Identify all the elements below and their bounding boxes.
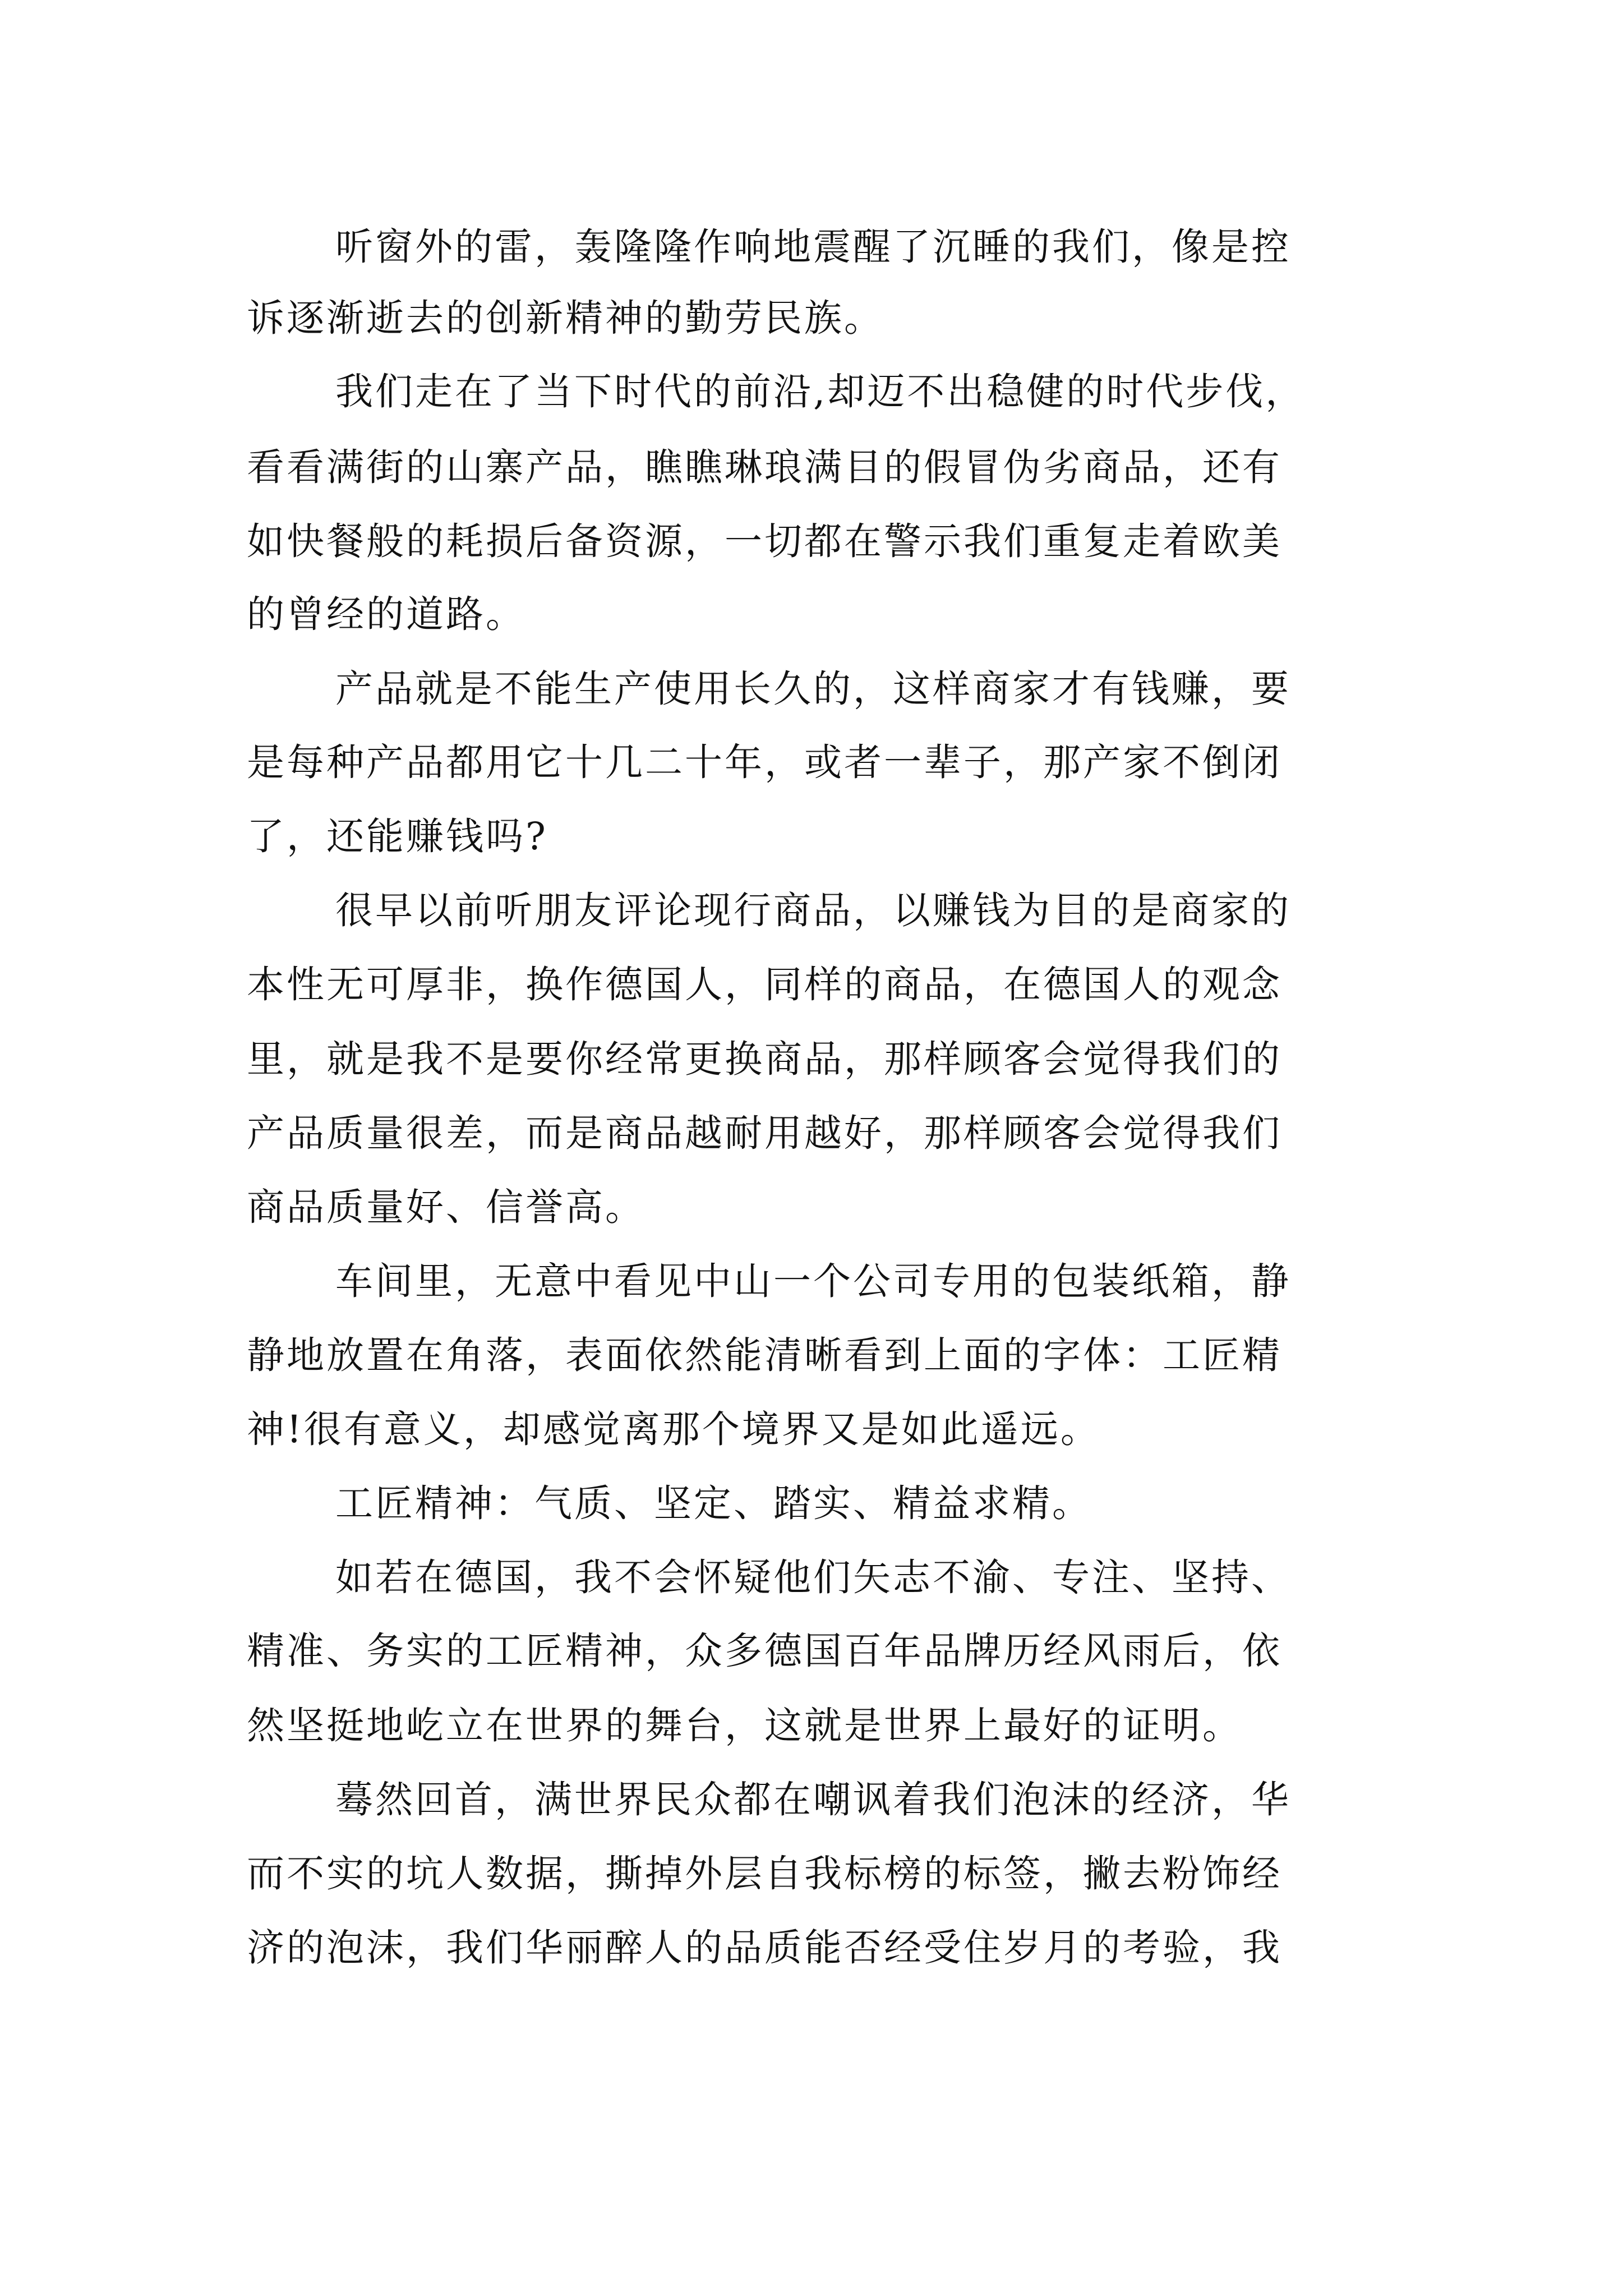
- paragraph-2-line-3: 如快餐般的耗损后备资源，一切都在警示我们重复走着欧美: [247, 519, 1282, 563]
- paragraph-4-line-5: 商品质量好、信誉高。: [247, 1185, 645, 1229]
- paragraph-7-line-3: 然坚挺地屹立在世界的舞台，这就是世界上最好的证明。: [247, 1704, 1242, 1747]
- paragraph-7-line-1: 如若在德国，我不会怀疑他们矢志不渝、专注、坚持、: [335, 1556, 1291, 1599]
- paragraph-2-line-1: 我们走在了当下时代的前沿,却迈不出稳健的时代步伐，: [335, 370, 1306, 413]
- paragraph-4-line-3: 里，就是我不是要你经常更换商品，那样顾客会觉得我们的: [247, 1037, 1282, 1081]
- paragraph-5-line-1: 车间里，无意中看见中山一个公司专用的包装纸箱，静: [335, 1259, 1291, 1303]
- paragraph-6-line-1: 工匠精神：气质、坚定、踏实、精益求精。: [335, 1481, 1092, 1525]
- paragraph-2-line-4: 的曾经的道路。: [247, 592, 525, 636]
- paragraph-3-line-1: 产品就是不能生产使用长久的，这样商家才有钱赚，要: [335, 667, 1291, 711]
- paragraph-5-line-2: 静地放置在角落，表面依然能清晰看到上面的字体：工匠精: [247, 1333, 1282, 1377]
- paragraph-4-line-1: 很早以前听朋友评论现行商品，以赚钱为目的是商家的: [335, 889, 1291, 932]
- paragraph-1-line-1: 听窗外的雷，轰隆隆作响地震醒了沉睡的我们，像是控: [335, 225, 1291, 269]
- paragraph-3-line-2: 是每种产品都用它十几二十年，或者一辈子，那产家不倒闭: [247, 740, 1282, 784]
- paragraph-8-line-1: 蓦然回首，满世界民众都在嘲讽着我们泡沫的经济，华: [335, 1778, 1291, 1821]
- paragraph-8-line-3: 济的泡沫，我们华丽醉人的品质能否经受住岁月的考验，我: [247, 1926, 1282, 1970]
- paragraph-5-line-3: 神!很有意义，却感觉离那个境界又是如此遥远。: [247, 1407, 1100, 1451]
- paragraph-1-line-2: 诉逐渐逝去的创新精神的勤劳民族。: [247, 296, 884, 340]
- paragraph-7-line-2: 精准、务实的工匠精神，众多德国百年品牌历经风雨后，依: [247, 1629, 1282, 1673]
- paragraph-2-line-2: 看看满街的山寨产品，瞧瞧琳琅满目的假冒伪劣商品，还有: [247, 445, 1282, 489]
- paragraph-8-line-2: 而不实的坑人数据，撕掉外层自我标榜的标签，撇去粉饰经: [247, 1852, 1282, 1895]
- paragraph-4-line-2: 本性无可厚非，换作德国人，同样的商品，在德国人的观念: [247, 963, 1282, 1006]
- paragraph-4-line-4: 产品质量很差，而是商品越耐用越好，那样顾客会觉得我们: [247, 1111, 1282, 1155]
- paragraph-3-line-3: 了，还能赚钱吗?: [247, 815, 548, 858]
